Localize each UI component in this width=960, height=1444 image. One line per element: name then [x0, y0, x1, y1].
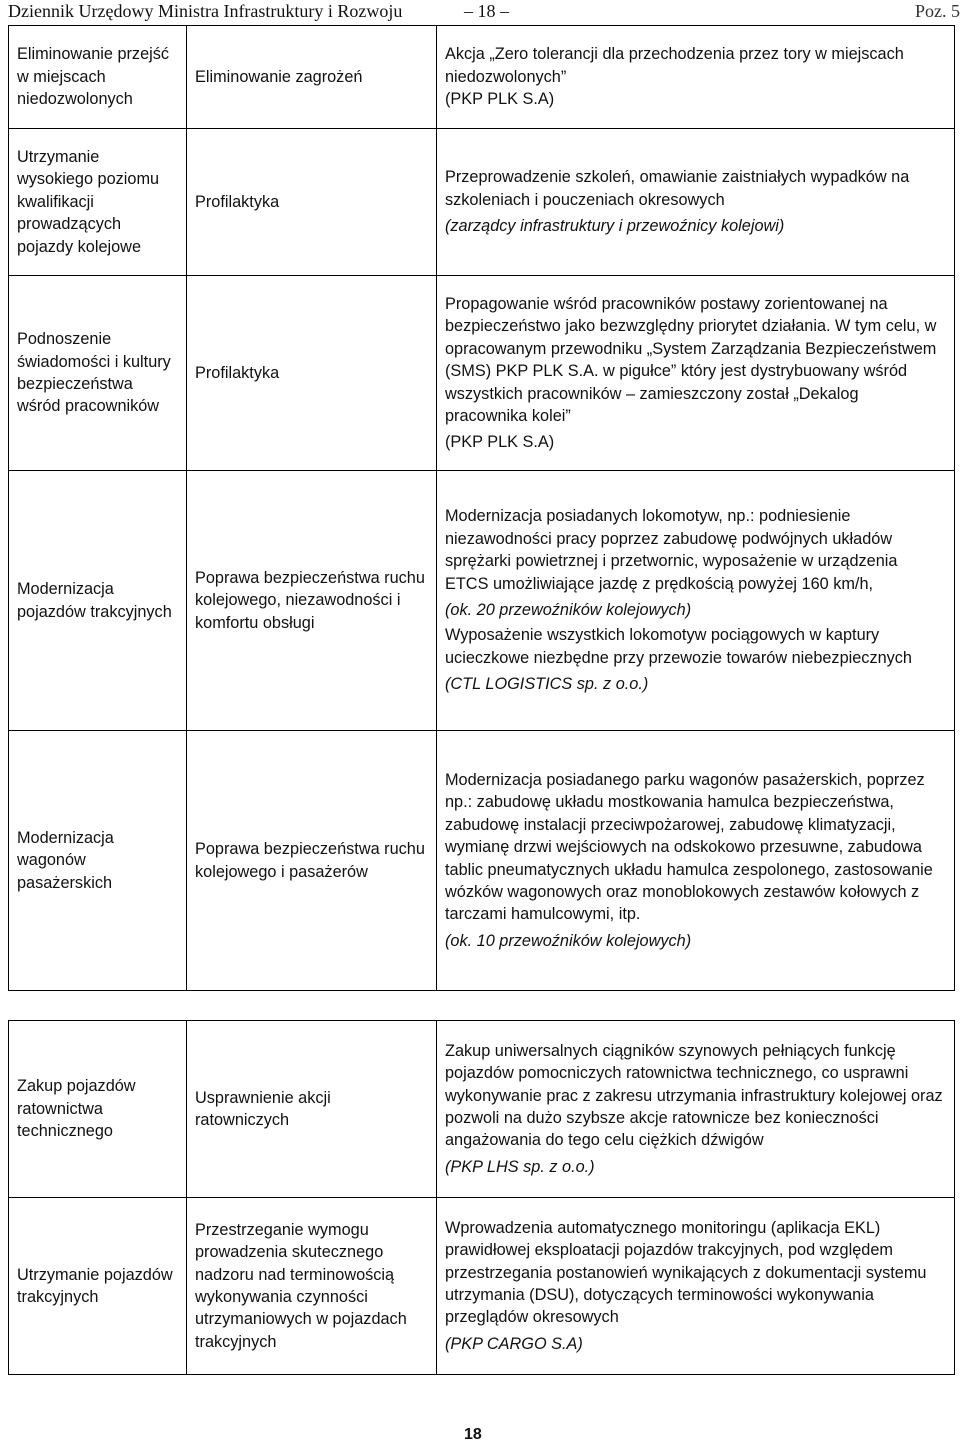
action-actor: (CTL LOGISTICS sp. z o.o.) [445, 675, 649, 694]
category-cell: Poprawa bezpieczeństwa ruchu kolejowego i pasażerów [187, 731, 437, 991]
goal-cell: Podnoszenie świadomości i kultury bezpieczeństwa wśród pracowników [9, 276, 187, 471]
category-cell: Profilaktyka [187, 129, 437, 276]
position-number: Poz. 5 [915, 1, 960, 21]
action-actor: (ok. 20 przewoźników kolejowych) [445, 601, 692, 619]
action-actor: (ok. 10 przewoźników kolejowych) [445, 931, 692, 950]
header-page-number: – 18 – [464, 1, 509, 21]
action-actor: (PKP PLK S.A) [445, 90, 555, 109]
action-text: Przeprowadzenie szkoleń, omawianie zaistniałych wypadków na szkoleniach i pouczeniach okresowych [445, 168, 910, 209]
action-cell [437, 1198, 955, 1375]
goal-cell: Modernizacja pojazdów trakcyjnych [9, 471, 187, 731]
table-row [9, 1198, 955, 1375]
table-row [9, 471, 955, 731]
measures-table [8, 25, 955, 991]
action-cell [437, 1021, 955, 1198]
category-cell: Eliminowanie zagrożeń [187, 26, 437, 129]
action-cell [437, 471, 955, 731]
table-row [9, 1021, 955, 1198]
goal-cell: Eliminowanie przejść w miejscach niedozwolonych [9, 26, 187, 129]
goal-cell: Modernizacja wagonów pasażerskich [9, 731, 187, 991]
goal-cell: Utrzymanie wysokiego poziomu kwalifikacji prowadzących pojazdy kolejowe [9, 129, 187, 276]
table-row [9, 276, 955, 471]
table-row [9, 129, 955, 276]
action-cell [437, 129, 955, 276]
table-row [9, 731, 955, 991]
category-cell: Profilaktyka [187, 276, 437, 471]
category-cell: Przestrzeganie wymogu prowadzenia skutecznego nadzoru nad terminowością wykonywania czynności utrzymaniowych w pojazdach trakcyjnych [187, 1198, 437, 1375]
action-cell [437, 276, 955, 471]
action-text: Wyposażenie wszystkich lokomotyw pociągowych w kaptury ucieczkowe niezbędne przy przewozie towarów niebezpiecznych [445, 626, 912, 667]
action-text: Modernizacja posiadanych lokomotyw, np.: podniesienie niezawodności pracy poprzez zabudowę podwójnych układów sprężarki powietrznej i przetwornic, wyposażenie w urządzenia ETCS umożliwiające jazdę z prędkością powyżej 160 km/h, [445, 507, 898, 593]
table-row [9, 26, 955, 129]
action-text: Propagowanie wśród pracowników postawy zorientowanej na bezpieczeństwo jako bezwzględny priorytet działania. W tym celu, w opracowanym przewodniku „System Zarządzania Bezpieczeństwem (SMS) PKP PLK S.A. w pigułce” który jest dystrybuowany wśród wszystkich pracowników – zamieszczony został „Dekalog pracownika kolei” [445, 295, 937, 426]
category-cell: Usprawnienie akcji ratowniczych [187, 1021, 437, 1198]
action-cell [437, 26, 955, 129]
goal-cell: Utrzymanie pojazdów trakcyjnych [9, 1198, 187, 1375]
page-number: 18 [464, 1426, 482, 1443]
page-header [8, 0, 960, 24]
action-actor: (zarządcy infrastruktury i przewoźnicy kolejowi) [445, 217, 785, 236]
action-text: Modernizacja posiadanego parku wagonów pasażerskich, poprzez np.: zabudowę układu mostkowania hamulca bezpieczeństwa, zabudowę instalacji przeciwpożarowej, zabudowę klimatyzacji, wymianę drzwi wejściowych na odskokowo przesuwne, zabudowa tablic pneumatycznych układu hamulca zespolonego, zastosowanie wózków wagonowych oraz monoblokowych zestawów kołowych z tarczami hamulcowymi, itp. [445, 770, 933, 924]
action-cell [437, 731, 955, 991]
action-actor: (PKP LHS sp. z o.o.) [445, 1157, 595, 1176]
action-text: Akcja „Zero tolerancji dla przechodzenia przez tory w miejscach niedozwolonych” [445, 45, 904, 86]
category-cell: Poprawa bezpieczeństwa ruchu kolejowego, niezawodności i komfortu obsługi [187, 471, 437, 731]
measures-table-continued [8, 1020, 955, 1375]
action-text: Zakup uniwersalnych ciągników szynowych pełniących funkcję pojazdów pomocniczych ratownictwa technicznego, co usprawni wykonywanie prac z zakresu utrzymania infrastruktury kolejowej oraz pozwoli na dużo szybsze akcje ratownicze bez konieczności angażowania do tego celu ciężkich dźwigów [445, 1041, 943, 1150]
action-actor: (PKP PLK S.A) [445, 432, 555, 451]
journal-title: Dziennik Urzędowy Ministra Infrastruktury i Rozwoju [8, 1, 403, 21]
action-text: Wprowadzenia automatycznego monitoringu (aplikacja EKL) prawidłowej eksploatacji pojazdów trakcyjnych, pod względem przestrzegania postanowień wynikających z dokumentacji systemu utrzymania (DSU), dotyczących terminowości wykonywania przeglądów okresowych [445, 1218, 927, 1327]
goal-cell: Zakup pojazdów ratownictwa technicznego [9, 1021, 187, 1198]
action-actor: (PKP CARGO S.A) [445, 1334, 583, 1353]
